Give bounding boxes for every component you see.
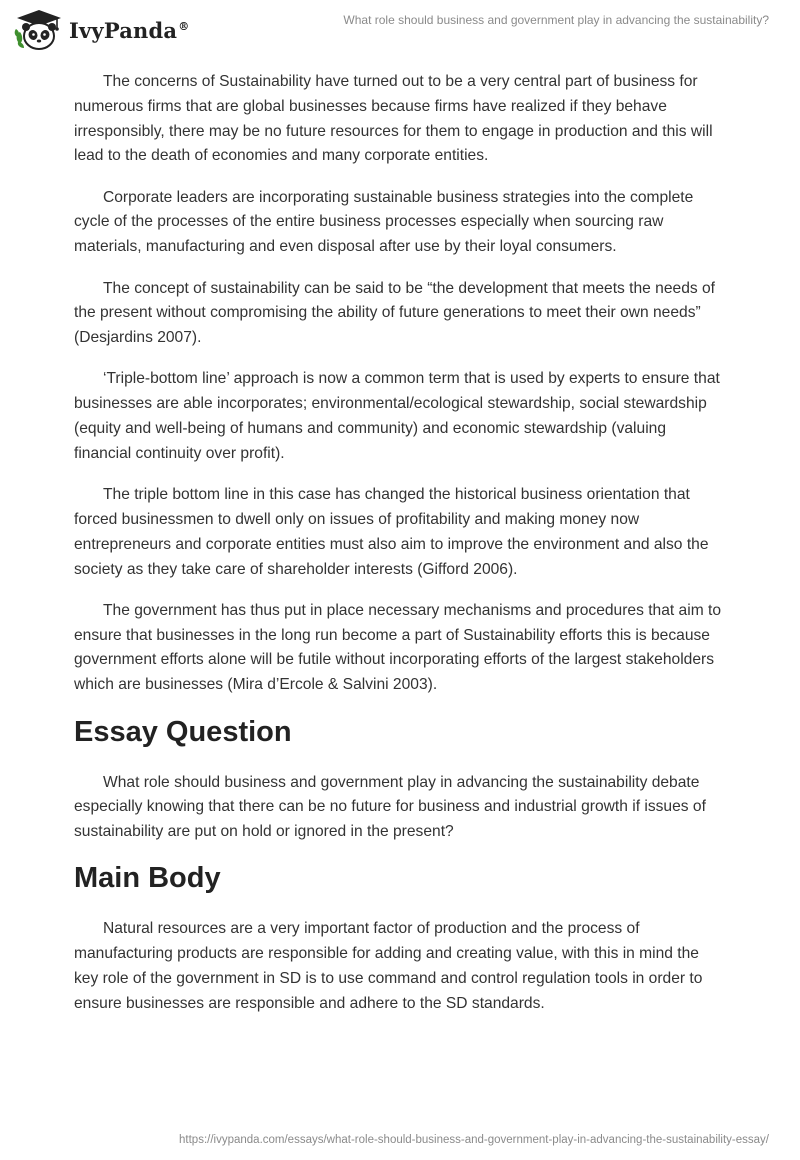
essay-question-paragraph: What role should business and government play in advancing the sustainability debate especially knowing that there can be no future for business and industrial growth if issues of sustainability are put on hold or ignored in the present? [74,773,706,841]
logo-text: IvyPanda [69,17,178,43]
paragraph-1: The concerns of Sustainability have turned out to be a very central part of business for numerous firms that are global businesses because firms have realized if they behave irresponsibly, there may be no future resources for them to engage in production and this will lead to the death of economies and many corporate entities. [74,73,713,165]
main-body-paragraph: Natural resources are a very important factor of production and the process of manufacturing products are responsible for adding and creating value, with this in mind the key role of the government in SD is to use command and control regulation tools in order to ensure businesses are responsible and adhere to the SD standards. [74,920,703,1012]
paragraph-5: The triple bottom line in this case has changed the historical business orientation that forced businessmen to dwell only on issues of profitability and making money now entrepreneurs and corporate entities must also aim to improve the environment and also the society as they take care of shareholder interests (Gifford 2006). [74,486,709,578]
main-body-heading: Main Body [74,862,221,895]
ivypanda-logo[interactable] [14,8,189,52]
essay-content [74,70,726,1033]
panda-graduate-icon [14,8,64,52]
essay-question-heading: Essay Question [74,715,292,748]
footer-source-url[interactable]: https://ivypanda.com/essays/what-role-should-business-and-government-play-in-advancing-the-sustainability-essay/ [179,1134,769,1146]
registered-mark: ® [178,19,190,33]
header-essay-title: What role should business and government play in advancing the sustainability? [343,13,769,27]
paragraph-4: ‘Triple-bottom line’ approach is now a common term that is used by experts to ensure that businesses are able incorporates; environmental/ecological stewardship, social stewardship (equity and well-being of humans and community) and economic stewardship (valuing financial continuity over profit). [74,370,720,462]
paragraph-6: The government has thus put in place necessary mechanisms and procedures that aim to ensure that businesses in the long run become a part of Sustainability efforts this is because government efforts alone will be futile without incorporating efforts of the largest stakeholders which are businesses (Mira d’Ercole & Salvini 2003). [74,601,722,694]
logo-wordmark [69,18,189,43]
paragraph-3: The concept of sustainability can be said to be “the development that meets the needs of the present without compromising the ability of future generations to meet their own needs” (Desjardins 2007). [74,279,716,347]
paragraph-2: Corporate leaders are incorporating sustainable business strategies into the complete cycle of the processes of the entire business processes especially when sourcing raw materials, manufacturing and even disposal after use by their loyal consumers. [74,188,694,256]
page-header [0,0,800,60]
